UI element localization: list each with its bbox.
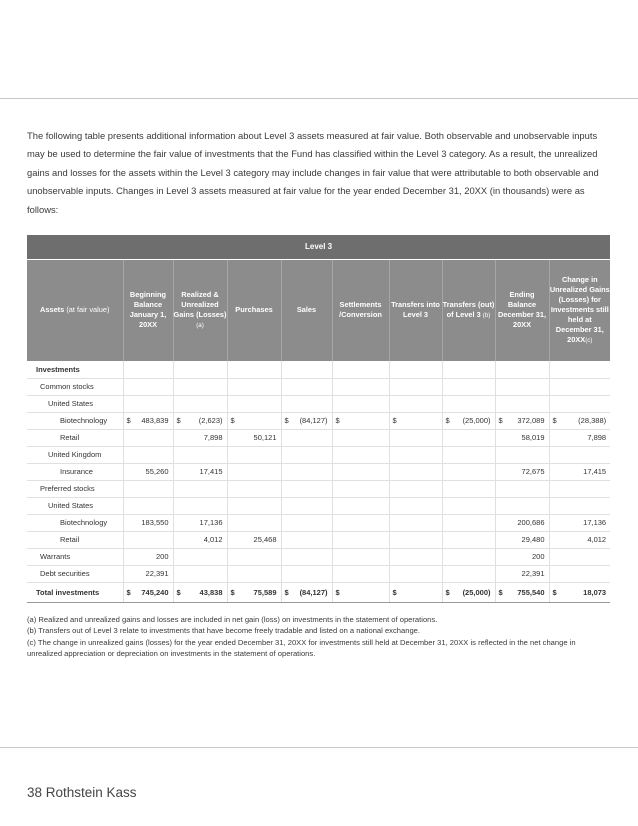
cell-value: 200,686: [495, 514, 549, 531]
row-label: Preferred stocks: [27, 480, 123, 497]
cell-value: 17,415: [549, 463, 610, 480]
cell-value: 18,073: [583, 587, 607, 597]
table-row: [27, 531, 610, 548]
table-row: [27, 446, 610, 463]
col-transfers-in: Transfers into Level 3: [389, 259, 442, 361]
table-row: [27, 514, 610, 531]
row-label: United States: [27, 395, 123, 412]
row-label: Biotechnology: [27, 412, 123, 429]
page-footer: 38 Rothstein Kass: [27, 785, 137, 800]
cell-value: 22,391: [123, 565, 173, 582]
row-label: United States: [27, 497, 123, 514]
cell-value: 22,391: [495, 565, 549, 582]
table-row: [27, 361, 610, 378]
col-purchases: Purchases: [227, 259, 281, 361]
table-row: [27, 378, 610, 395]
bottom-divider: [0, 747, 638, 748]
row-label: Total investments: [27, 582, 123, 602]
cell-value: 372,089: [517, 416, 545, 425]
table-row: [27, 548, 610, 565]
cell-value: 17,136: [549, 514, 610, 531]
cell-value: 7,898: [173, 429, 227, 446]
cell-value: 4,012: [549, 531, 610, 548]
col-sales: Sales: [281, 259, 332, 361]
cell-value: 200: [495, 548, 549, 565]
cell-value: (25,000): [462, 587, 491, 597]
table-row: [27, 463, 610, 480]
cell-value: 755,540: [517, 587, 545, 597]
col-assets: Assets (at fair value): [27, 259, 123, 361]
row-label: Common stocks: [27, 378, 123, 395]
footnote-b: (b) Transfers out of Level 3 relate to investments that have become freely tradable and listed on a national exchange.: [27, 626, 420, 636]
cell-value: 7,898: [549, 429, 610, 446]
row-label: Investments: [27, 361, 123, 378]
row-label: Warrants: [27, 548, 123, 565]
row-label: Retail: [27, 531, 123, 548]
level-3-header: Level 3: [27, 235, 610, 259]
cell-value: 55,260: [123, 463, 173, 480]
cell-value: 745,240: [141, 587, 169, 597]
cell-value: (2,623): [198, 416, 223, 425]
cell-value: 58,019: [495, 429, 549, 446]
level3-table: [27, 235, 610, 603]
cell-value: 483,839: [141, 416, 169, 425]
footnote-a: (a) Realized and unrealized gains and losses are included in net gain (loss) on investments in the statement of operations.: [27, 615, 438, 624]
cell-value: 200: [123, 548, 173, 565]
row-label: Retail: [27, 429, 123, 446]
cell-value: (84,127): [299, 587, 328, 597]
col-change-unrealized: Change in Unrealized Gains (Losses) for Investments still held at December 31, 20XX(c): [549, 259, 610, 361]
intro-paragraph: The following table presents additional information about Level 3 assets measured at fair value. Both observable and unobservable inputs may be used to determine the fair value of investments that the Fund has classified within the Level 3 category. As a result, the unrealized gains and losses for the assets within the Level 3 category may include changes in fair value that were attributable to both observable and unobservable inputs. Changes in Level 3 assets measured at fair value for the year ended December 31, 20XX (in thousands) were as follows:: [27, 130, 599, 215]
top-divider: [0, 98, 638, 99]
cell-value: (25,000): [462, 416, 491, 425]
cell-value: 25,468: [227, 531, 281, 548]
table-row: [27, 429, 610, 446]
cell-value: 4,012: [173, 531, 227, 548]
col-ending-balance: Ending Balance December 31, 20XX: [495, 259, 549, 361]
row-label: United Kingdom: [27, 446, 123, 463]
cell-value: 183,550: [123, 514, 173, 531]
row-label: Insurance: [27, 463, 123, 480]
cell-value: (84,127): [299, 416, 328, 425]
total-row: Total investments $ 745,240 $ 43,838 $ 75,589 $ (84,127) $ $ $ (25,000) $ 755,540 $ 18,073: [27, 582, 610, 602]
col-transfers-out: Transfers (out) of Level 3 (b): [442, 259, 495, 361]
cell-value: (28,388): [578, 416, 607, 425]
cell-value: 43,838: [199, 587, 223, 597]
table-row: [27, 480, 610, 497]
table-row: Biotechnology $ 483,839 $ (2,623) $ $ (84,127) $ $ $ (25,000) $ 372,089 $ (28,388): [27, 412, 610, 429]
cell-value: 29,480: [495, 531, 549, 548]
cell-value: 75,589: [253, 587, 277, 597]
table-row: [27, 395, 610, 412]
table-row: [27, 497, 610, 514]
cell-value: 17,136: [173, 514, 227, 531]
col-settlements: Settlements /Conversion: [332, 259, 389, 361]
table-row: [27, 565, 610, 582]
col-beginning-balance: Beginning Balance January 1, 20XX: [123, 259, 173, 361]
footnotes: [27, 614, 612, 659]
cell-value: 72,675: [495, 463, 549, 480]
row-label: Debt securities: [27, 565, 123, 582]
cell-value: 50,121: [227, 429, 281, 446]
footnote-c: (c) The change in unrealized gains (losses) for the year ended December 31, 20XX for investments still held at December 31, 20XX is reflected in the net change in unrealized appreciation or depreciation on investments in the statement of operations.: [27, 637, 576, 658]
cell-value: 17,415: [173, 463, 227, 480]
row-label: Biotechnology: [27, 514, 123, 531]
col-realized-unrealized: Realized & Unrealized Gains (Losses)(a): [173, 259, 227, 361]
